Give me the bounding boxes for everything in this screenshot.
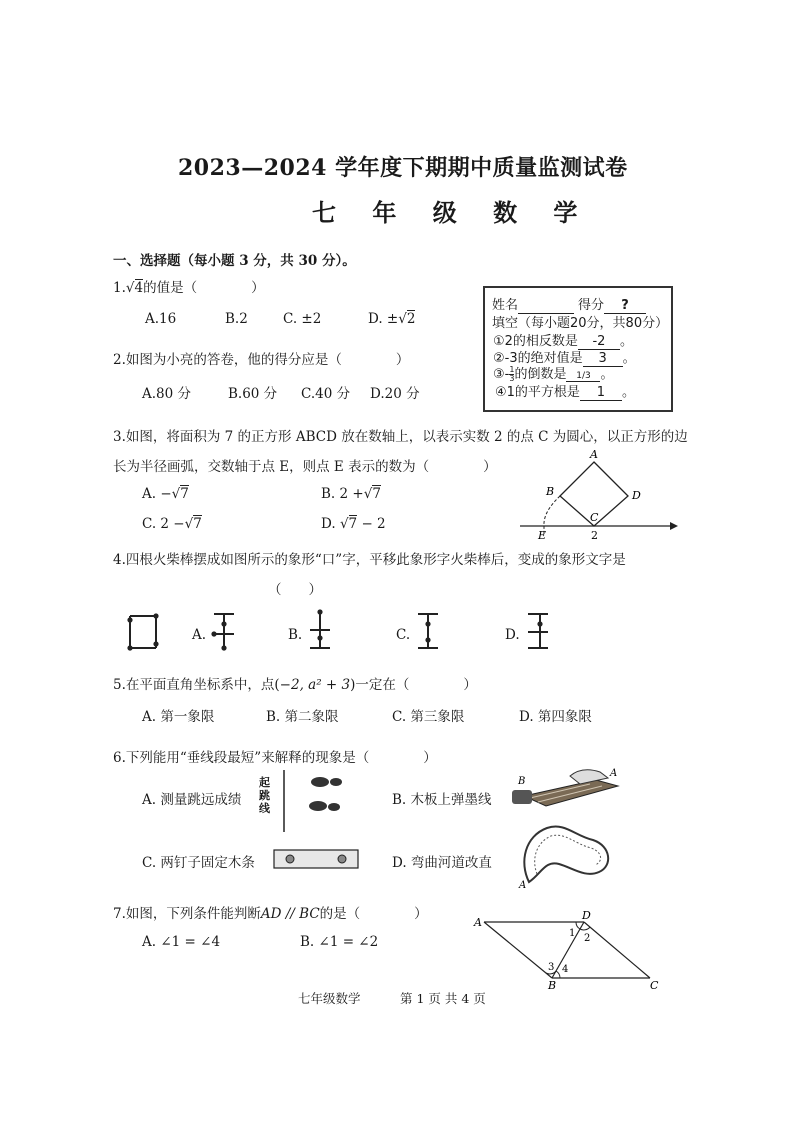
q1-option-a: A.16 [145, 311, 177, 327]
svg-text:4: 4 [562, 964, 569, 975]
q6-figure-d [515, 822, 615, 890]
answer-card-section: 填空（每小题20分，共80分） [492, 316, 669, 331]
nail-icon [286, 855, 294, 863]
svg-text:B: B [548, 979, 557, 992]
q3-option-c: C. 2 −√7 [142, 516, 202, 532]
sqrt-symbol: √ [125, 280, 135, 296]
sqrt-symbol: √ [398, 311, 407, 327]
label-c: C [590, 511, 599, 524]
svg-text:B: B [518, 776, 526, 787]
q4-option-b: B. [288, 627, 303, 643]
q6-option-c: C. 两钉子固定木条 [142, 855, 255, 871]
q4-option-b-figure [308, 608, 332, 652]
q4-option-d-figure [526, 610, 552, 652]
question-6: 6.下列能用“垂线段最短”来解释的现象是（ ） [113, 750, 437, 766]
q5-option-a: A. 第一象限 [142, 709, 215, 725]
question-2: 2.如图为小亮的答卷，他的得分应是（ ） [113, 352, 410, 368]
q2-option-c: C.40 分 [301, 386, 351, 402]
q6-figure-b [510, 762, 625, 814]
q2-option-d: D.20 分 [370, 386, 420, 402]
question-number: 1. [113, 280, 126, 296]
label-b: B [546, 485, 555, 498]
nail-icon [338, 855, 346, 863]
label-2: 2 [591, 529, 598, 542]
label-d: D [632, 489, 641, 502]
q7-option-b: B. ∠1 = ∠2 [300, 934, 379, 950]
q4-option-d: D. [505, 627, 520, 643]
svg-text:2: 2 [584, 933, 591, 944]
svg-text:1: 1 [569, 928, 576, 939]
matchstick-kou-figure [125, 612, 161, 652]
question-stem: 的值是（ ） [143, 280, 265, 296]
q6-figure-a [280, 768, 350, 834]
q2-option-b: B.60 分 [228, 386, 278, 402]
q3-option-d: D. √7 − 2 [321, 516, 386, 532]
question-4-line-1: 4.四根火柴棒摆成如图所示的象形“口”字，平移此象形字火柴棒后，变成的象形文字是 [113, 552, 626, 568]
svg-text:C: C [650, 979, 659, 992]
question-1 [113, 276, 265, 296]
q6-option-a: A. 测量跳远成绩 [142, 792, 242, 808]
segment-dc [584, 922, 650, 978]
label-e: E [538, 529, 547, 542]
svg-text:A: A [610, 768, 618, 779]
answer-card-item-1: ①2的相反数是 -2 。 [493, 334, 633, 349]
q2-option-a: A.80 分 [142, 386, 192, 402]
q6-option-d: D. 弯曲河道改直 [392, 855, 492, 871]
question-4-line-2: （ ） [268, 582, 322, 598]
answer-card-item-3: ③- $\frac{1}{3}$ 的倒数是 1/3 。 [493, 365, 614, 383]
answer-card-name-row: 姓名 得分 ? [492, 294, 646, 314]
q1-option-c: C. ±2 [283, 311, 322, 327]
section-heading: 一、选择题（每小题 3 分，共 30 分）。 [113, 253, 356, 269]
answer-card-item-4: ④1的平方根是 1 。 [495, 385, 635, 400]
ink-reel-icon [512, 790, 532, 804]
svg-text:A: A [474, 916, 482, 929]
q1-option-b: B.2 [225, 311, 248, 327]
jump-line-label: 起跳线 [259, 776, 270, 815]
q7-option-a: A. ∠1 = ∠4 [142, 934, 221, 950]
q5-option-d: D. 第四象限 [519, 709, 592, 725]
footer-page-number: 第 1 页 共 4 页 [400, 991, 486, 1006]
dashed-arc [544, 496, 560, 536]
footprint-icon [309, 777, 342, 811]
answer-card-figure [483, 286, 673, 412]
exam-subtitle: 七 年 级 数 学 [312, 198, 592, 227]
answer-card-item-2: ②-3的绝对值是 3 。 [493, 351, 636, 366]
question-3-line-1: 3.如图，将面积为 7 的正方形 ABCD 放在数轴上，以表示实数 2 的点 C 为圆心，以正方形的边 [113, 429, 688, 445]
question-3-line-2: 长为半径画弧，交数轴于点 E，则点 E 表示的数为（ ） [113, 459, 497, 475]
q4-option-c: C. [396, 627, 411, 643]
sqrt-radicand: 4 [134, 280, 144, 296]
q4-option-a: A. [192, 627, 207, 643]
q6-option-b: B. 木板上弹墨线 [392, 792, 492, 808]
q3-option-b: B. 2 +√7 [321, 486, 381, 502]
q1-option-d: D. ±√2 [368, 311, 416, 327]
q4-option-a-figure [212, 610, 236, 652]
label-a: A [590, 448, 598, 461]
fraction: $\frac{1}{3}$ [509, 365, 515, 383]
footer-subject: 七年级数学 [298, 991, 361, 1006]
question-7: 7.如图，下列条件能判断AD // BC的是（ ） [113, 906, 428, 922]
q6-figure-c [272, 847, 360, 871]
question-5: 5.在平面直角坐标系中，点(−2, a² + 3)一定在（ ） [113, 677, 477, 693]
svg-text:D: D [582, 909, 591, 922]
exam-title: 2023—2024 学年度下期期中质量监测试卷 [178, 155, 628, 181]
q7-figure [472, 910, 668, 990]
q5-option-c: C. 第三象限 [392, 709, 465, 725]
svg-text:A: A [519, 880, 527, 891]
q5-option-b: B. 第二象限 [266, 709, 339, 725]
q3-option-a: A. −√7 [142, 486, 189, 502]
q3-figure [510, 440, 685, 540]
q4-option-c-figure [416, 610, 440, 652]
svg-text:3: 3 [548, 962, 555, 973]
segment-ab [484, 922, 555, 978]
arrow-head [670, 522, 678, 530]
